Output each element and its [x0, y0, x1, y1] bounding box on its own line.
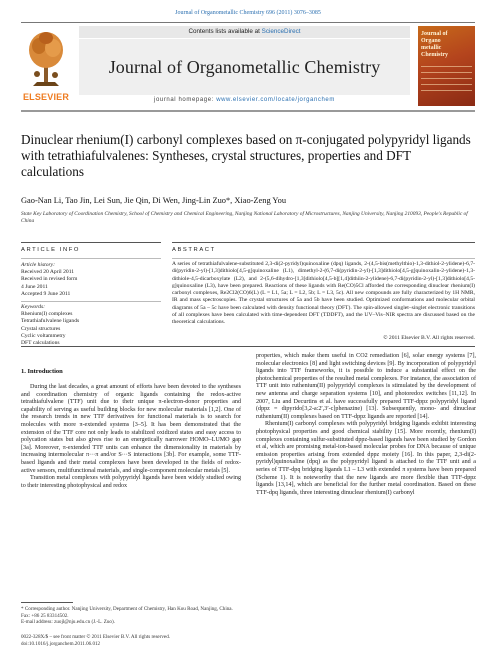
- elsevier-wordmark: ELSEVIER: [22, 92, 70, 102]
- article-title: Dinuclear rhenium(I) carbonyl complexes based on π-conjugated polypyridyl ligands with tetrathiafulvalenes: Syntheses, crystal structures, properties and DFT calculations: [21, 132, 471, 179]
- body-column-right: [256, 353, 476, 497]
- cover-stripe: [421, 66, 472, 67]
- keywords-block: [21, 304, 161, 347]
- article-info-divider: [21, 258, 161, 259]
- keyword-item: Tetrathiafulvalene ligands: [21, 318, 80, 325]
- abstract-label: ABSTRACT: [172, 247, 216, 253]
- article-info-label: ARTICLE INFO: [21, 247, 81, 253]
- history-item: Accepted 9 June 2011: [21, 290, 71, 297]
- contents-prefix: Contents lists available at: [188, 28, 262, 35]
- history-item: 4 June 2011: [21, 283, 48, 290]
- sciencedirect-link[interactable]: ScienceDirect: [261, 28, 301, 35]
- body-paragraph: properties, which make them useful in CO2 remediation [6], solar energy systems [7], molecular electronics [8] and light switching devices [9]. By incorporation of polypyridyl ligands into TTF frameworks, it is possible to induce a substantial effect on the photochemical properties of the resulted metal complexes. For instance, the association of TTF unit into ruthenium(II) polypyridyl complexes is stimulated by the development of new antenna and charge separation systems [10], and photoredox switches [11,12]. In 2007, Liu and Decurtins et al. have successfully prepared TTF-dppz polypyridyl ligand (dppz = dipyrido[3,2-a:2′,3′-c]phenazine) [13]. Subsequently, mono- and dinuclear ruthenium(II) complexes based on TTF-dppz ligands are reported [14].: [256, 353, 476, 420]
- journal-homepage: [79, 97, 410, 103]
- cover-stripe: [421, 78, 472, 79]
- abstract-divider: [172, 258, 475, 259]
- history-item: Received in revised form: [21, 276, 78, 283]
- history-heading: Article history:: [21, 262, 56, 268]
- history-item: Received 20 April 2011: [21, 269, 75, 276]
- issn-line: 0022-328X/$ – see front matter © 2011 Elsevier B.V. All rights reserved.: [21, 634, 171, 640]
- journal-title: Journal of Organometallic Chemistry: [108, 57, 381, 77]
- abstract-top-rule: [172, 242, 475, 243]
- cover-stripe: [421, 72, 472, 73]
- author-list: Gao-Nan Li, Tao Jin, Lei Sun, Jie Qin, Di Wen, Jing-Lin Zuo*, Xiao-Zeng You: [21, 196, 287, 205]
- keyword-item: Rhenium(I) complexes: [21, 311, 73, 318]
- abstract-bottom-rule: [21, 346, 475, 347]
- author-affiliation: State Key Laboratory of Coordination Chemistry, School of Chemistry and Chemical Engineering, Nanjing National Laboratory of Microstructures, Nanjing University, Nanjing 210093, People's Republic of China: [21, 211, 468, 225]
- masthead-top-rule: [21, 22, 475, 23]
- homepage-url-link[interactable]: www.elsevier.com/locate/jorganchem: [216, 97, 335, 103]
- body-paragraph: Rhenium(I) carbonyl complexes with polypyridyl bridging ligands exhibit interesting photophysical properties and good chemical stability [15]. More recently, rhenium(I) complexes containing sulfur-substituted dppz-based ligands have been studied by Gordon et al, which are promising metal-ion-based molecular probes for DNA because of unique emission properties arising from extended dppz moiety [16]. In this paper, 2,3-di(2-pyridyl)quinoxaline (dpq) as the polypyridyl ligand is attached to the TTF unit and a series of TTF-dpq bridging ligands L1 – L3 with extended π systems have been prepared (Scheme 1). It is noteworthy that the new ligands are more flexible than TTF-dppz ligands [13,14], which are beneficial for the further metal coordination. Based on these TTF-dpq ligands, three interesting dinuclear rhenium(I) carbonyl: [256, 421, 476, 496]
- elsevier-logo[interactable]: [21, 26, 71, 106]
- article-info-top-rule: [21, 242, 161, 243]
- corresponding-author-note: * Corresponding author. Nanjing University, Department of Chemistry, Han Kou Road, Nanjing, China. Fax: +86 25 83314502.: [21, 606, 233, 619]
- body-paragraph: During the last decades, a great amount of efforts have been devoted to the syntheses and coordination chemistry of organic ligands containing the redox-active tetrathiafulvalene (TTF) unit due to their unique π-electron-donor properties and capability of serving as useful building blocks for new molecular materials [1,2]. One of the research trends in new TTF derivatives for functional materials is to search for molecules with more π-extended systems [3–5]. It has been demonstrated that the extension of the TTF core not only leads to stabilized oxidized states and easy access to polycation states but also gives rise to an energetically narrower HOMO–LUMO gap [3a]. Moreover, π-extended TTF units can enhance the dimensionality in materials by increasing intermolecular π···π and/or S···S interactions [3b]. For example, some TTF-based ligands and their metal complexes have been developed in the fields of redox-active sensors, multifunctional materials, and single-component molecular metals [5].: [21, 384, 241, 474]
- author-email-link[interactable]: E-mail address: zuojl@nju.edu.cn (J.-L. Zuo).: [21, 619, 115, 626]
- abstract-copyright: © 2011 Elsevier B.V. All rights reserved.: [383, 335, 475, 341]
- homepage-prefix: journal homepage:: [154, 97, 217, 103]
- keywords-heading: Keywords:: [21, 304, 46, 310]
- keyword-item: Crystal structures: [21, 325, 61, 332]
- elsevier-tree-icon: [27, 28, 65, 90]
- doi-link[interactable]: doi:10.1016/j.jorganchem.2011.06.012: [21, 640, 101, 647]
- footnotes: [21, 606, 241, 626]
- journal-title-panel: [79, 39, 410, 95]
- cover-stripe: [421, 84, 472, 85]
- cover-title: Journal of Organo metallic Chemistry: [421, 31, 448, 58]
- footnote-rule: [21, 602, 73, 603]
- body-column-left: [21, 384, 241, 490]
- cover-stripe: [421, 90, 472, 91]
- journal-masthead: [21, 22, 475, 111]
- masthead-bottom-rule: [21, 110, 475, 112]
- keyword-item: DFT calculations: [21, 340, 60, 347]
- journal-citation: Journal of Organometallic Chemistry 696 (2011) 3076–3085: [175, 10, 321, 16]
- contents-availability-bar: [79, 26, 410, 38]
- keyword-item: Cyclic voltammetry: [21, 332, 66, 339]
- body-paragraph: Transition metal complexes with polypyridyl ligands have been widely studied owing to their interesting photophysical and redox: [21, 475, 241, 489]
- section-heading-introduction: 1. Introduction: [21, 368, 63, 375]
- journal-cover-image[interactable]: [418, 26, 475, 106]
- issn-doi-block: [21, 634, 321, 647]
- keywords-divider: [21, 301, 161, 302]
- abstract-body: A series of tetrathiafulvalene-substituted 2,3-di(2-pyridyl)quinoxaline (dpq) ligands, 2-(4,5-bis(methylthio)-1,3-dithiol-2-ylidene)-6,7-di(pyridin-2-yl)-[1,3]dithiolo[4,5-g]quinoxaline (L1), dimethyl-2-(6,7-di(pyridin-2-yl)-[1,3]dithiolo[4,5-g]quinoxalin-2-ylidene)-1,3-dithiole-4,5-dicarboxylate (L2), and 2-(5,6-dihydro-[1,3]dithiolo[4,5-b][1,4]dithiin-2-ylidene)-6,7-di(pyridin-2-yl)-[1,3]dithiolo[4,5-g]quinoxaline (L3), have been prepared. Reactions of these ligands with Re(CO)5Cl afforded the corresponding dinuclear rhenium(I) carbonyl complexes, Re2Cl2(CO)6(L) (L = L1, 5a; L = L2, 5b; L = L3, 5c). All new compounds are fully characterized by 1H NMR, IR and mass spectroscopies. The crystal structures of 5a and 5b have been studied. Optimized conformations and molecular orbital diagrams of 5a – 5c have been calculated with density functional theory (DFT). The spin-allowed singlet–singlet electronic transitions of all complexes have been calculated with time-dependent DFT (TDDFT), and the UV–Vis–NIR spectra are discussed based on the theoretical calculations.: [172, 261, 475, 325]
- article-history: [21, 262, 161, 298]
